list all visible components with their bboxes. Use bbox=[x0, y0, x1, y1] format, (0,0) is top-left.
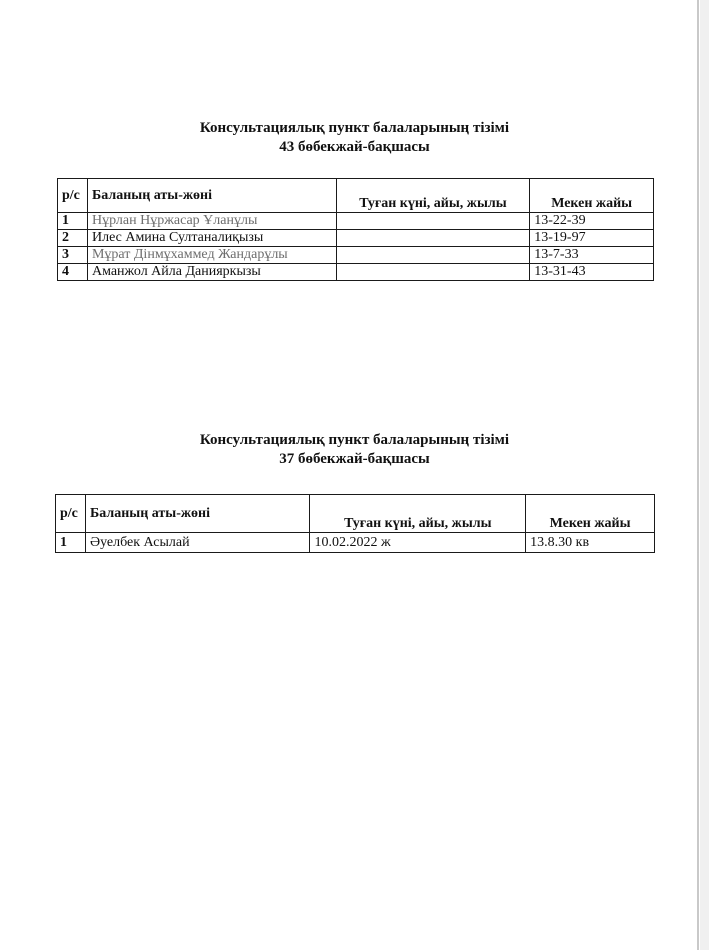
row-address: 13-7-33 bbox=[530, 247, 654, 264]
header-name: Баланың аты-жөні bbox=[85, 495, 310, 533]
table-row bbox=[58, 230, 654, 247]
row-num: 4 bbox=[58, 264, 88, 281]
row-address: 13.8.30 кв bbox=[526, 533, 655, 553]
table-row bbox=[58, 213, 654, 230]
header-birth: Туған күні, айы, жылы bbox=[310, 495, 526, 533]
table-row bbox=[56, 533, 655, 553]
table-header-row bbox=[58, 179, 654, 213]
row-name: Мұрат Дінмұхаммед Жандарұлы bbox=[87, 247, 336, 264]
section2-table bbox=[55, 494, 655, 553]
row-birth bbox=[336, 264, 530, 281]
row-num: 2 bbox=[58, 230, 88, 247]
row-name: Илес Амина Султаналиқызы bbox=[87, 230, 336, 247]
header-num: р/с bbox=[58, 179, 88, 213]
row-birth bbox=[336, 230, 530, 247]
row-num: 1 bbox=[56, 533, 86, 553]
row-address: 13-31-43 bbox=[530, 264, 654, 281]
header-num: р/с bbox=[56, 495, 86, 533]
section2-subtitle: 37 бөбекжай-бақшасы bbox=[279, 451, 430, 467]
section1-subtitle: 43 бөбекжай-бақшасы bbox=[279, 139, 430, 155]
row-name: Әуелбек Асылай bbox=[85, 533, 310, 553]
table-row bbox=[58, 264, 654, 281]
row-address: 13-22-39 bbox=[530, 213, 654, 230]
row-birth: 10.02.2022 ж bbox=[310, 533, 526, 553]
row-birth bbox=[336, 213, 530, 230]
header-name: Баланың аты-жөні bbox=[87, 179, 336, 213]
row-num: 3 bbox=[58, 247, 88, 264]
section1-title: Консультациялық пункт балаларының тізімі bbox=[199, 120, 510, 136]
header-address: Мекен жайы bbox=[530, 179, 654, 213]
section2-title: Консультациялық пункт балаларының тізімі bbox=[199, 432, 510, 448]
row-name: Нұрлан Нұржасар Ұланұлы bbox=[87, 213, 336, 230]
table-header-row bbox=[56, 495, 655, 533]
row-birth bbox=[336, 247, 530, 264]
table-row bbox=[58, 247, 654, 264]
section1-table bbox=[57, 178, 654, 281]
row-name: Аманжол Айла Данияркызы bbox=[87, 264, 336, 281]
row-num: 1 bbox=[58, 213, 88, 230]
header-address: Мекен жайы bbox=[526, 495, 655, 533]
row-address: 13-19-97 bbox=[530, 230, 654, 247]
header-birth: Туған күні, айы, жылы bbox=[336, 179, 530, 213]
